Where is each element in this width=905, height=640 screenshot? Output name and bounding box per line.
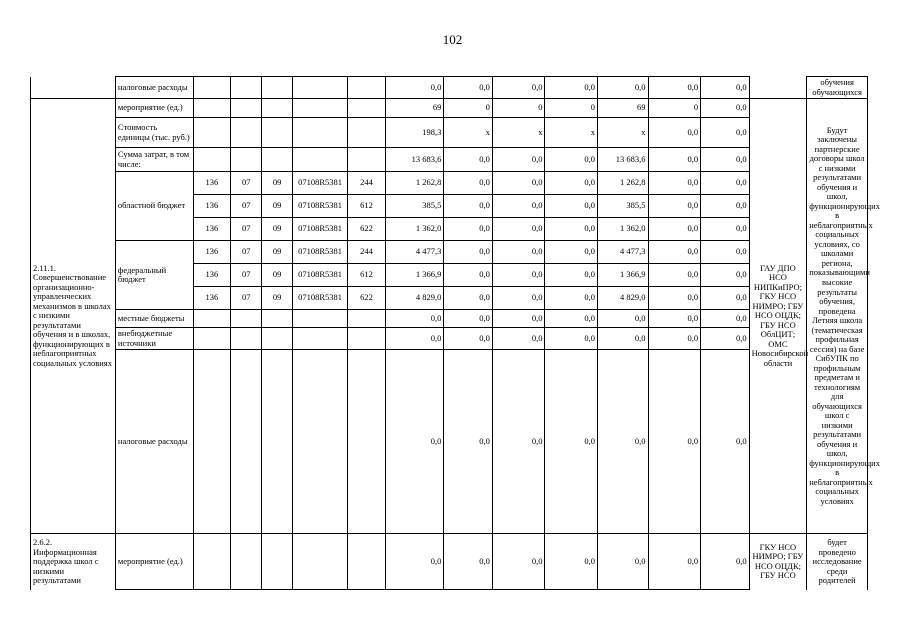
value-cell: 0,0 [648,172,701,195]
value-cell: 69 [385,99,444,118]
table-row [31,172,868,195]
value-cell: 0,0 [385,328,444,350]
empty-code-cell [262,350,292,534]
value-cell: 0,0 [648,534,701,590]
csr-cell: 07108R5381 [292,287,348,310]
value-cell: 0,0 [444,241,493,264]
grbs-cell: 136 [193,195,230,218]
value-cell: 0,0 [648,328,701,350]
empty-code-cell [292,77,348,99]
source-cell: мероприятие (ед.) [115,534,193,590]
value-cell: 0,0 [385,310,444,328]
value-cell: 0 [545,99,598,118]
vr-cell: 244 [348,172,385,195]
source-cell: мероприятие (ед.) [115,99,193,118]
value-cell: 0,0 [492,328,545,350]
empty-code-cell [292,148,348,172]
value-cell: 0,0 [492,77,545,99]
value-cell: 0,0 [545,310,598,328]
csr-cell: 07108R5381 [292,241,348,264]
value-cell: 0,0 [701,350,750,534]
vr-cell: 622 [348,218,385,241]
value-cell: 0,0 [444,534,493,590]
empty-code-cell [231,328,262,350]
value-cell: x [444,118,493,148]
task-name-2111: 2.11.1. Совершенствование организационно-управленческих механизмов в школах с низкими результатами обучения и в школах, функционирующих в неблагоприятных социальных условиях [31,99,116,534]
value-cell: 0,0 [701,148,750,172]
grbs-cell: 136 [193,218,230,241]
empty-code-cell [292,99,348,118]
value-cell: 0,0 [545,148,598,172]
rz-cell: 07 [231,172,262,195]
value-cell: 0,0 [701,328,750,350]
value-cell: 0,0 [444,328,493,350]
source-cell-tax: налоговые расходы [115,350,193,534]
value-cell: 0,0 [385,534,444,590]
value-cell: 0,0 [648,148,701,172]
empty-code-cell [262,148,292,172]
csr-cell: 07108R5381 [292,218,348,241]
empty-code-cell [348,148,385,172]
value-cell: 0,0 [492,172,545,195]
rz-cell: 07 [231,218,262,241]
empty-code-cell [262,534,292,590]
empty-code-cell [292,534,348,590]
source-cell-extrabudget: внебюджетные источники [115,328,193,350]
empty-code-cell [193,148,230,172]
source-cell: налоговые расходы [115,77,193,99]
table-row [31,148,868,172]
value-cell: 0,0 [701,310,750,328]
value-cell: 0 [648,99,701,118]
value-cell: 1 366,9 [598,264,649,287]
empty-code-cell [292,310,348,328]
source-cell: Стоимость единицы (тыс. руб.) [115,118,193,148]
value-cell: 0,0 [701,264,750,287]
empty-code-cell [231,350,262,534]
value-cell: 198,3 [385,118,444,148]
value-cell: 4 829,0 [385,287,444,310]
rz-cell: 07 [231,264,262,287]
value-cell: 385,5 [385,195,444,218]
value-cell: 0,0 [701,287,750,310]
vr-cell: 244 [348,241,385,264]
value-cell: 69 [598,99,649,118]
value-cell: 1 362,0 [385,218,444,241]
value-cell: 0,0 [444,310,493,328]
rz-cell: 07 [231,195,262,218]
source-cell-regional: областной бюджет [115,172,193,241]
grbs-cell: 136 [193,241,230,264]
value-cell: 0,0 [701,172,750,195]
value-cell: 0,0 [598,328,649,350]
value-cell: 0,0 [545,172,598,195]
value-cell: 0,0 [648,350,701,534]
value-cell: 4 829,0 [598,287,649,310]
value-cell: 0,0 [648,310,701,328]
value-cell: x [545,118,598,148]
empty-code-cell [231,118,262,148]
table-row-262 [31,534,868,590]
empty-code-cell [193,350,230,534]
empty-code-cell [193,310,230,328]
value-cell: 0,0 [648,241,701,264]
value-cell: 0,0 [492,264,545,287]
pr-cell: 09 [262,195,292,218]
value-cell: 0,0 [545,534,598,590]
vr-cell: 612 [348,195,385,218]
value-cell: 0,0 [648,218,701,241]
empty-code-cell [292,118,348,148]
source-cell-local: местные бюджеты [115,310,193,328]
executor-cell-2111: ГАУ ДПО НСО НИПКиПРО; ГКУ НСО НИМРО; ГБУ НСО ОЦДК; ГБУ НСО ОблЦИТ; ОМС Новосибирской области [749,99,807,534]
empty-code-cell [292,350,348,534]
table-row [31,350,868,534]
empty-code-cell [231,310,262,328]
empty-code-cell [193,118,230,148]
empty-code-cell [262,77,292,99]
result-cell: обучения обучающихся [807,77,868,99]
value-cell: 0,0 [545,328,598,350]
value-cell: 0 [444,99,493,118]
empty-code-cell [193,534,230,590]
value-cell: 0,0 [492,241,545,264]
value-cell: 0,0 [492,310,545,328]
value-cell: 0,0 [545,241,598,264]
pr-cell: 09 [262,241,292,264]
task-name-262: 2.6.2. Информационная поддержка школ с низкими результатами [31,534,116,590]
value-cell: 1 262,8 [385,172,444,195]
value-cell: 0,0 [598,77,649,99]
value-cell: 0,0 [492,195,545,218]
grbs-cell: 136 [193,172,230,195]
rz-cell: 07 [231,241,262,264]
value-cell: 0,0 [444,287,493,310]
table-row [31,328,868,350]
value-cell: 0,0 [648,195,701,218]
value-cell: 0,0 [444,77,493,99]
value-cell: 0,0 [492,350,545,534]
value-cell: 1 366,9 [385,264,444,287]
value-cell: 0,0 [701,241,750,264]
empty-code-cell [348,534,385,590]
empty-code-cell [262,99,292,118]
result-cell-262: будет проведено исследование среди родителей [807,534,868,590]
value-cell: 0,0 [444,172,493,195]
value-cell: 0,0 [545,287,598,310]
value-cell: 0,0 [492,218,545,241]
table-row [31,310,868,328]
value-cell: 4 477,3 [598,241,649,264]
value-cell: 0,0 [444,218,493,241]
empty-code-cell [348,99,385,118]
page-number: 102 [442,32,463,47]
empty-code-cell [262,328,292,350]
program-table [30,76,880,590]
pr-cell: 09 [262,172,292,195]
value-cell: x [598,118,649,148]
value-cell: 385,5 [598,195,649,218]
empty-code-cell [231,77,262,99]
empty-code-cell [348,350,385,534]
value-cell: 0,0 [492,287,545,310]
value-cell: 0,0 [545,350,598,534]
value-cell: 0,0 [701,218,750,241]
table-row [31,241,868,264]
value-cell: 0,0 [444,264,493,287]
empty-code-cell [262,118,292,148]
value-cell: 0,0 [385,350,444,534]
value-cell: 0,0 [545,218,598,241]
vr-cell: 612 [348,264,385,287]
executor-cell-continued [749,77,807,99]
value-cell: 0,0 [648,77,701,99]
source-cell-federal: федеральный бюджет [115,241,193,310]
executor-cell-262: ГКУ НСО НИМРО; ГБУ НСО ОЦДК; ГБУ НСО [749,534,807,590]
value-cell: 0,0 [701,77,750,99]
value-cell: 0,0 [701,195,750,218]
value-cell: 0,0 [598,350,649,534]
empty-code-cell [193,328,230,350]
value-cell: 0,0 [545,195,598,218]
value-cell: x [492,118,545,148]
value-cell: 0,0 [648,118,701,148]
value-cell: 0,0 [648,287,701,310]
empty-code-cell [348,310,385,328]
result-cell-2111: Будут заключены партнерские договоры школ с низкими результатами обучения и школ, функционирующих в неблагоприятных социальных условиях, со школами региона, показывающими высокие результаты обучения, проведена Летняя школа (тематическая профильная сессия) на базе СибУПК по профильным предметам и технологиям для обучающихся школ с низкими результатами обучения и школ, функционирующих в неблагоприятных социальных условиях [807,99,868,534]
value-cell: 0,0 [492,534,545,590]
empty-code-cell [348,118,385,148]
empty-code-cell [193,99,230,118]
value-cell: 0,0 [701,118,750,148]
value-cell: 0,0 [385,77,444,99]
source-cell: Сумма затрат, в том числе: [115,148,193,172]
value-cell: 0,0 [444,195,493,218]
task-cell-continued [31,77,116,99]
table-row [31,99,868,118]
table-row [31,118,868,148]
grbs-cell: 136 [193,264,230,287]
value-cell: 1 262,8 [598,172,649,195]
value-cell: 0,0 [545,264,598,287]
value-cell: 0,0 [444,148,493,172]
empty-code-cell [231,148,262,172]
table-row-top [31,77,868,99]
value-cell: 0,0 [598,310,649,328]
value-cell: 0 [492,99,545,118]
pr-cell: 09 [262,264,292,287]
value-cell: 13 683,6 [385,148,444,172]
empty-code-cell [193,77,230,99]
value-cell: 0,0 [701,99,750,118]
rz-cell: 07 [231,287,262,310]
csr-cell: 07108R5381 [292,195,348,218]
value-cell: 0,0 [648,264,701,287]
grbs-cell: 136 [193,287,230,310]
empty-code-cell [231,99,262,118]
empty-code-cell [262,310,292,328]
value-cell: 0,0 [701,534,750,590]
value-cell: 4 477,3 [385,241,444,264]
value-cell: 13 683,6 [598,148,649,172]
pr-cell: 09 [262,218,292,241]
empty-code-cell [292,328,348,350]
csr-cell: 07108R5381 [292,172,348,195]
empty-code-cell [231,534,262,590]
value-cell: 1 362,0 [598,218,649,241]
value-cell: 0,0 [545,77,598,99]
empty-code-cell [348,77,385,99]
empty-code-cell [348,328,385,350]
value-cell: 0,0 [598,534,649,590]
vr-cell: 622 [348,287,385,310]
pr-cell: 09 [262,287,292,310]
csr-cell: 07108R5381 [292,264,348,287]
value-cell: 0,0 [492,148,545,172]
value-cell: 0,0 [444,350,493,534]
